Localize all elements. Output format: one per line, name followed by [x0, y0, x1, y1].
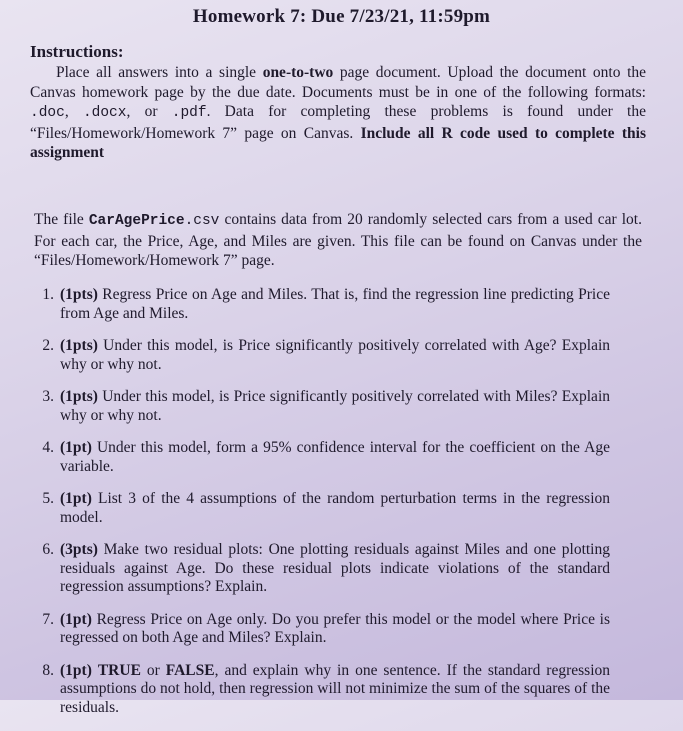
question-list: [30, 286, 610, 731]
question-item: [30, 662, 610, 718]
false-keyword: FALSE: [165, 661, 215, 679]
question-number: 5.: [42, 490, 54, 507]
question-text: , and explain why in one sentence. If the standard regression assumptions do not hold, then regression will not minimize the sum of the squares of the residuals.: [60, 661, 611, 716]
question-number: 2.: [42, 337, 54, 354]
format-doc: .doc: [30, 105, 65, 121]
format-docx: .docx: [82, 105, 127, 121]
question-number: 1.: [42, 286, 54, 303]
question-number: 8.: [42, 661, 54, 679]
file-extension: .csv: [184, 213, 220, 229]
question-item: [30, 490, 610, 527]
instructions-part: Place all answers into a single: [56, 64, 263, 81]
instructions-part: . Data for completing these problems is found under the “Files/Homework/Homework 7” page on Canvas.: [30, 103, 646, 142]
page-title: Homework 7: Due 7/23/21, 11:59pm: [192, 6, 491, 27]
question-item: [30, 388, 610, 425]
question-text: or: [140, 661, 166, 679]
question-text: List 3 of the 4 assumptions of the random perturbation terms in the regression model.: [60, 490, 610, 526]
question-item: [30, 541, 610, 597]
question-points: (1pt): [60, 490, 92, 507]
instructions-text: [30, 63, 646, 163]
question-number: 3.: [42, 388, 54, 405]
question-item: [30, 611, 610, 648]
question-text: Under this model, is Price significantly positively correlated with Age? Explain why or why not.: [60, 337, 610, 373]
intro-part: The file: [34, 211, 89, 228]
question-points: (1pts): [60, 337, 98, 354]
question-number: 6.: [42, 541, 54, 558]
question-text: Under this model, is Price significantly positively correlated with Miles? Explain why or why not.: [60, 388, 610, 424]
data-description: [34, 210, 642, 271]
question-points: (1pt): [60, 610, 92, 628]
question-points: (3pts): [60, 541, 98, 558]
instructions-part: page document. Upload the document onto the Canvas homework page by the due date. Documents must be in one of the following formats:: [30, 64, 647, 101]
instructions-bold: one-to-two: [262, 64, 334, 81]
file-name: CarAgePrice: [88, 213, 185, 229]
question-text: Regress Price on Age and Miles. That is, find the regression line predicting Price from Age and Miles.: [60, 286, 610, 322]
question-item: [30, 439, 610, 476]
question-number: 4.: [42, 439, 54, 456]
question-text: Regress Price on Age only. Do you prefer this model or the model where Price is regressed on both Age and Miles? Explain.: [60, 610, 610, 646]
question-text: Under this model, form a 95% confidence interval for the coefficient on the Age variable.: [60, 439, 610, 475]
question-item: [30, 286, 610, 323]
question-points: (1pt): [60, 439, 92, 456]
question-points: (1pts): [60, 388, 98, 405]
true-keyword: TRUE: [97, 661, 141, 679]
question-points: (1pt): [60, 661, 92, 679]
separator: , or: [126, 103, 172, 120]
question-text: Make two residual plots: One plotting residuals against Miles and one plotting residuals against Age. Do these residual plots indicate violations of the standard regression assumptions? Explain.: [60, 541, 610, 595]
instructions-requirement: Include all R code used to complete this assignment: [30, 124, 646, 161]
instructions-heading: Instructions:: [30, 42, 124, 61]
separator: ,: [64, 103, 83, 120]
format-pdf: .pdf: [171, 105, 207, 121]
question-points: (1pts): [60, 286, 98, 303]
intro-part: contains data from 20 randomly selected cars from a used car lot. For each car, the Price, Age, and Miles are given. This file can be found on Canvas under the “Files/Homework/Homework 7” page.: [34, 211, 642, 269]
question-number: 7.: [42, 610, 54, 628]
question-item: [30, 337, 610, 374]
